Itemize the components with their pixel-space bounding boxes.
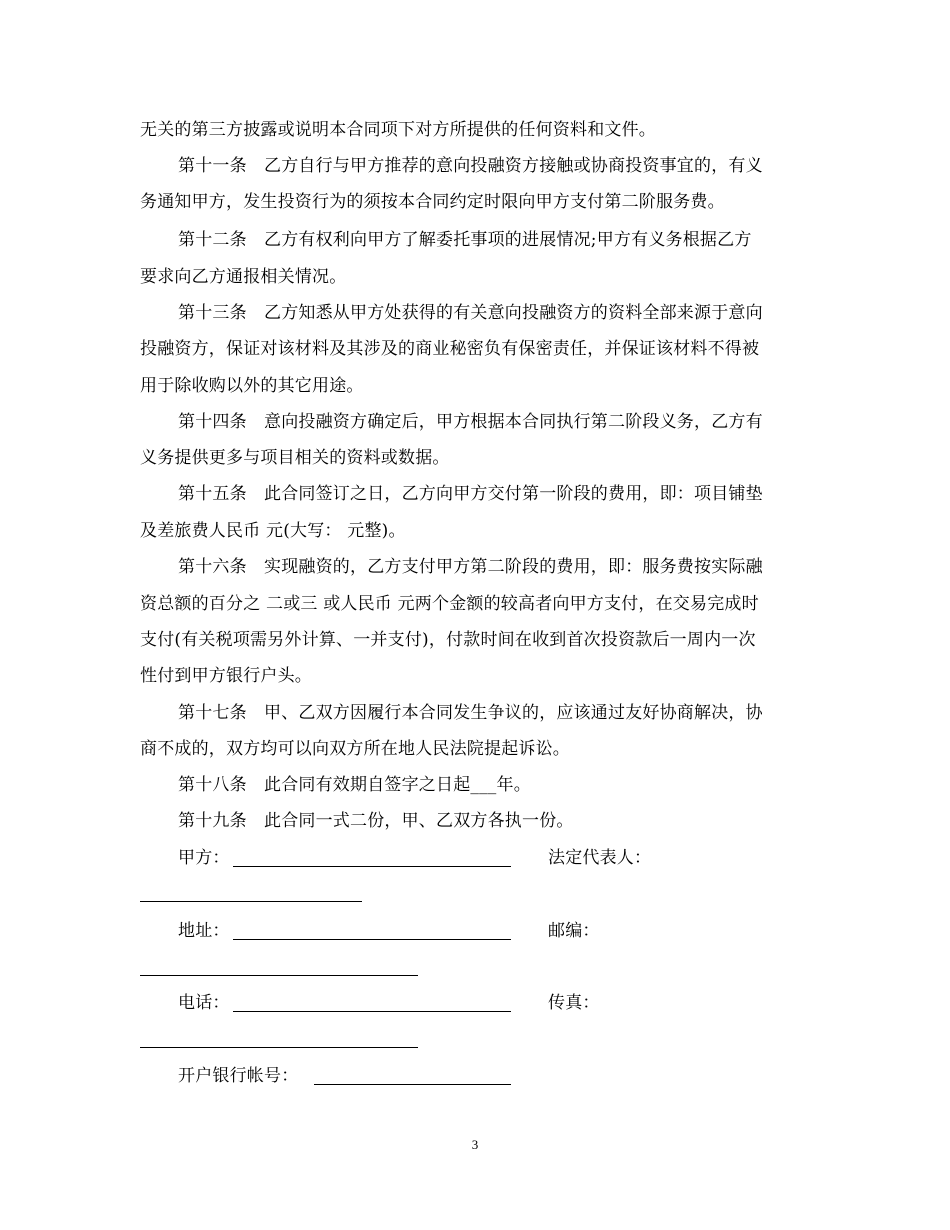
article-17-line-2: 商不成的，双方均可以向双方所在地人民法院提起诉讼。 <box>140 739 570 759</box>
article-13-line-2: 投融资方，保证对该材料及其涉及的商业秘密负有保密责任，并保证该材料不得被 <box>140 339 760 359</box>
fax-label: 传真： <box>548 993 600 1013</box>
article-11-line-2: 务通知甲方，发生投资行为的须按本合同约定时限向甲方支付第二阶服务费。 <box>140 192 725 212</box>
address-label: 地址： <box>178 921 230 941</box>
article-16-line-1: 第十六条 实现融资的，乙方支付甲方第二阶段的费用，即：服务费按实际融 <box>178 557 763 577</box>
article-15-line-2: 及差旅费人民币 元(大写： 元整)。 <box>140 521 406 541</box>
party-a-blank <box>233 866 511 867</box>
article-14-line-2: 义务提供更多与项目相关的资料或数据。 <box>140 448 450 468</box>
legal-rep-label: 法定代表人： <box>548 848 652 868</box>
article-16-line-3: 支付(有关税项需另外计算、一并支付)，付款时间在收到首次投资款后一周内一次 <box>140 630 756 650</box>
bank-account-blank <box>314 1084 511 1085</box>
postcode-blank <box>140 975 418 976</box>
article-13-line-1: 第十三条 乙方知悉从甲方处获得的有关意向投融资方的资料全部来源于意向 <box>178 303 763 323</box>
article-15-line-1: 第十五条 此合同签订之日，乙方向甲方交付第一阶段的费用，即：项目铺垫 <box>178 484 763 504</box>
postcode-label: 邮编： <box>548 921 600 941</box>
article-17-line-1: 第十七条 甲、乙双方因履行本合同发生争议的，应该通过友好协商解决，协 <box>178 703 763 723</box>
page-number: 3 <box>471 1137 479 1152</box>
paragraph-line: 无关的第三方披露或说明本合同项下对方所提供的任何资料和文件。 <box>140 120 656 140</box>
article-12-line-1: 第十二条 乙方有权利向甲方了解委托事项的进展情况;甲方有义务根据乙方 <box>178 230 752 250</box>
bank-account-label: 开户银行帐号： <box>178 1066 299 1086</box>
phone-blank <box>233 1011 511 1012</box>
article-19-line: 第十九条 此合同一式二份，甲、乙双方各执一份。 <box>178 811 574 831</box>
article-11-line-1: 第十一条 乙方自行与甲方推荐的意向投融资方接触或协商投资事宜的，有义 <box>178 156 763 176</box>
phone-label: 电话： <box>178 993 230 1013</box>
article-12-line-2: 要求向乙方通报相关情况。 <box>140 267 347 287</box>
article-16-line-4: 性付到甲方银行户头。 <box>140 666 312 686</box>
article-16-line-2: 资总额的百分之 二或三 或人民币 元两个金额的较高者向甲方支付，在交易完成时 <box>140 594 759 614</box>
fax-blank <box>140 1047 418 1048</box>
article-18-line: 第十八条 此合同有效期自签字之日起___年。 <box>178 775 531 795</box>
legal-rep-blank <box>140 901 362 902</box>
address-blank <box>233 939 511 940</box>
article-14-line-1: 第十四条 意向投融资方确定后，甲方根据本合同执行第二阶段义务，乙方有 <box>178 412 763 432</box>
party-a-label: 甲方： <box>178 848 230 868</box>
article-13-line-3: 用于除收购以外的其它用途。 <box>140 376 364 396</box>
